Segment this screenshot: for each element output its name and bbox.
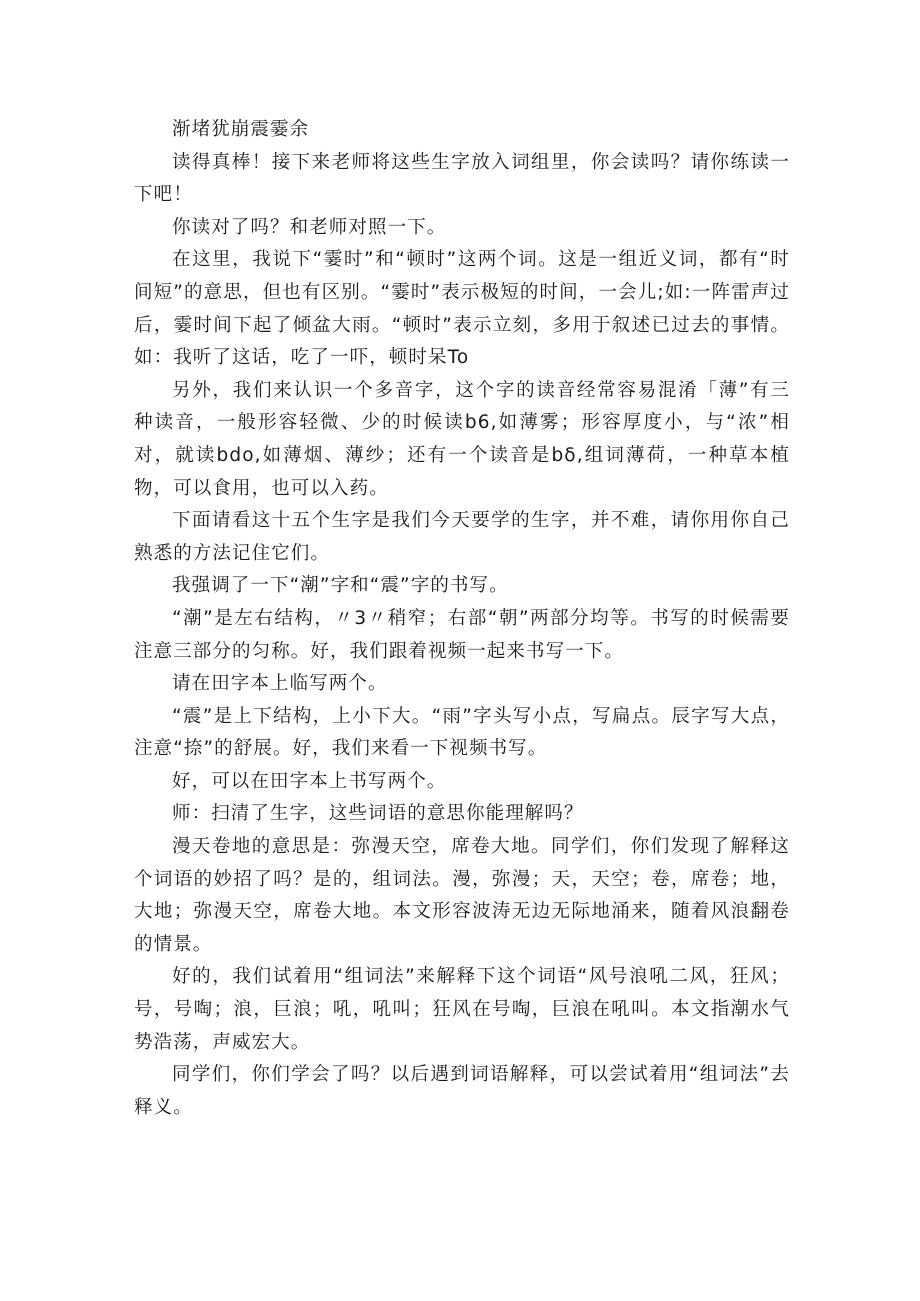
paragraph-writing-emphasis: 我强调了一下“潮”字和“震”字的书写。 <box>172 575 509 597</box>
paragraph-chao-structure: “潮”是左右结构，〃3〃稍窄；右部“朝”两部分均等。书写的时候需要注意三部分的匀称。好，我们跟着视频一起来书写一下。 <box>134 607 790 662</box>
paragraph-polyphone: 另外，我们来认识一个多音字，这个字的读音经常容易混淆「薄”有三种读音，一般形容轻微、少的时候读b6,如薄雾；形容厚度小，与“浓”相对，就读bdo,如薄烟、薄纱；还有一个读音是bδ,组词薄荷，一种草本植物，可以食用，也可以入药。 <box>134 379 790 499</box>
paragraph-summary: 同学们，你们学会了吗？以后遇到词语解释，可以尝试着用“组词法”去释义。 <box>134 1064 790 1118</box>
paragraph-copy-zhen: 好，可以在田字本上书写两个。 <box>172 770 447 792</box>
paragraph-new-characters: 渐堵犹崩震霎余 <box>172 119 310 140</box>
paragraph-fifteen-characters: 下面请看这十五个生字是我们今天要学的生字，并不难，请你用你自己熟悉的方法记住它们。 <box>134 510 790 564</box>
paragraph-fenghao-langhou: 好的，我们试着用“组词法”来解释下这个词语“风号浪吼二风，狂风；号，号啕；浪，巨浪；吼，吼叫；狂风在号啕，巨浪在吼叫。本文指潮水气势浩荡，声威宏大。 <box>134 966 790 1053</box>
paragraph-synonyms: 在这里，我说下“霎时”和“顿时”这两个词。这是一组近义词，都有“时间短”的意思，但也有区别。“霎时”表示极短的时间，一会儿;如:一阵雷声过后，霎时间下起了倾盆大雨。“顿时”表示立刻，多用于叙述已过去的事情。如：我听了这话，吃了一吓，顿时呆To <box>134 249 790 369</box>
document-body <box>134 114 790 1124</box>
paragraph-check: 你读对了吗？和老师对照一下。 <box>172 216 447 238</box>
paragraph-zhen-structure: “震”是上下结构，上小下大。“雨”字头写小点，写扁点。辰字写大点，注意“捺”的舒展。好，我们来看一下视频书写。 <box>134 705 790 760</box>
paragraph-copy-chao: 请在田字本上临写两个。 <box>172 673 388 695</box>
paragraph-mantian-juandi: 漫天卷地的意思是：弥漫天空，席卷大地。同学们，你们发现了解释这个词语的妙招了吗？是的，组词法。漫，弥漫；天，天空；卷，席卷；地，大地；弥漫天空，席卷大地。本文形容波涛无边无际地涌来，随着风浪翻卷的情景。 <box>134 836 790 955</box>
paragraph-teacher-question: 师：扫清了生字，这些词语的意思你能理解吗？ <box>172 803 584 825</box>
paragraph-read-prompt: 读得真棒！接下来老师将这些生字放入词组里，你会读吗？请你练读一下吧！ <box>134 151 790 206</box>
